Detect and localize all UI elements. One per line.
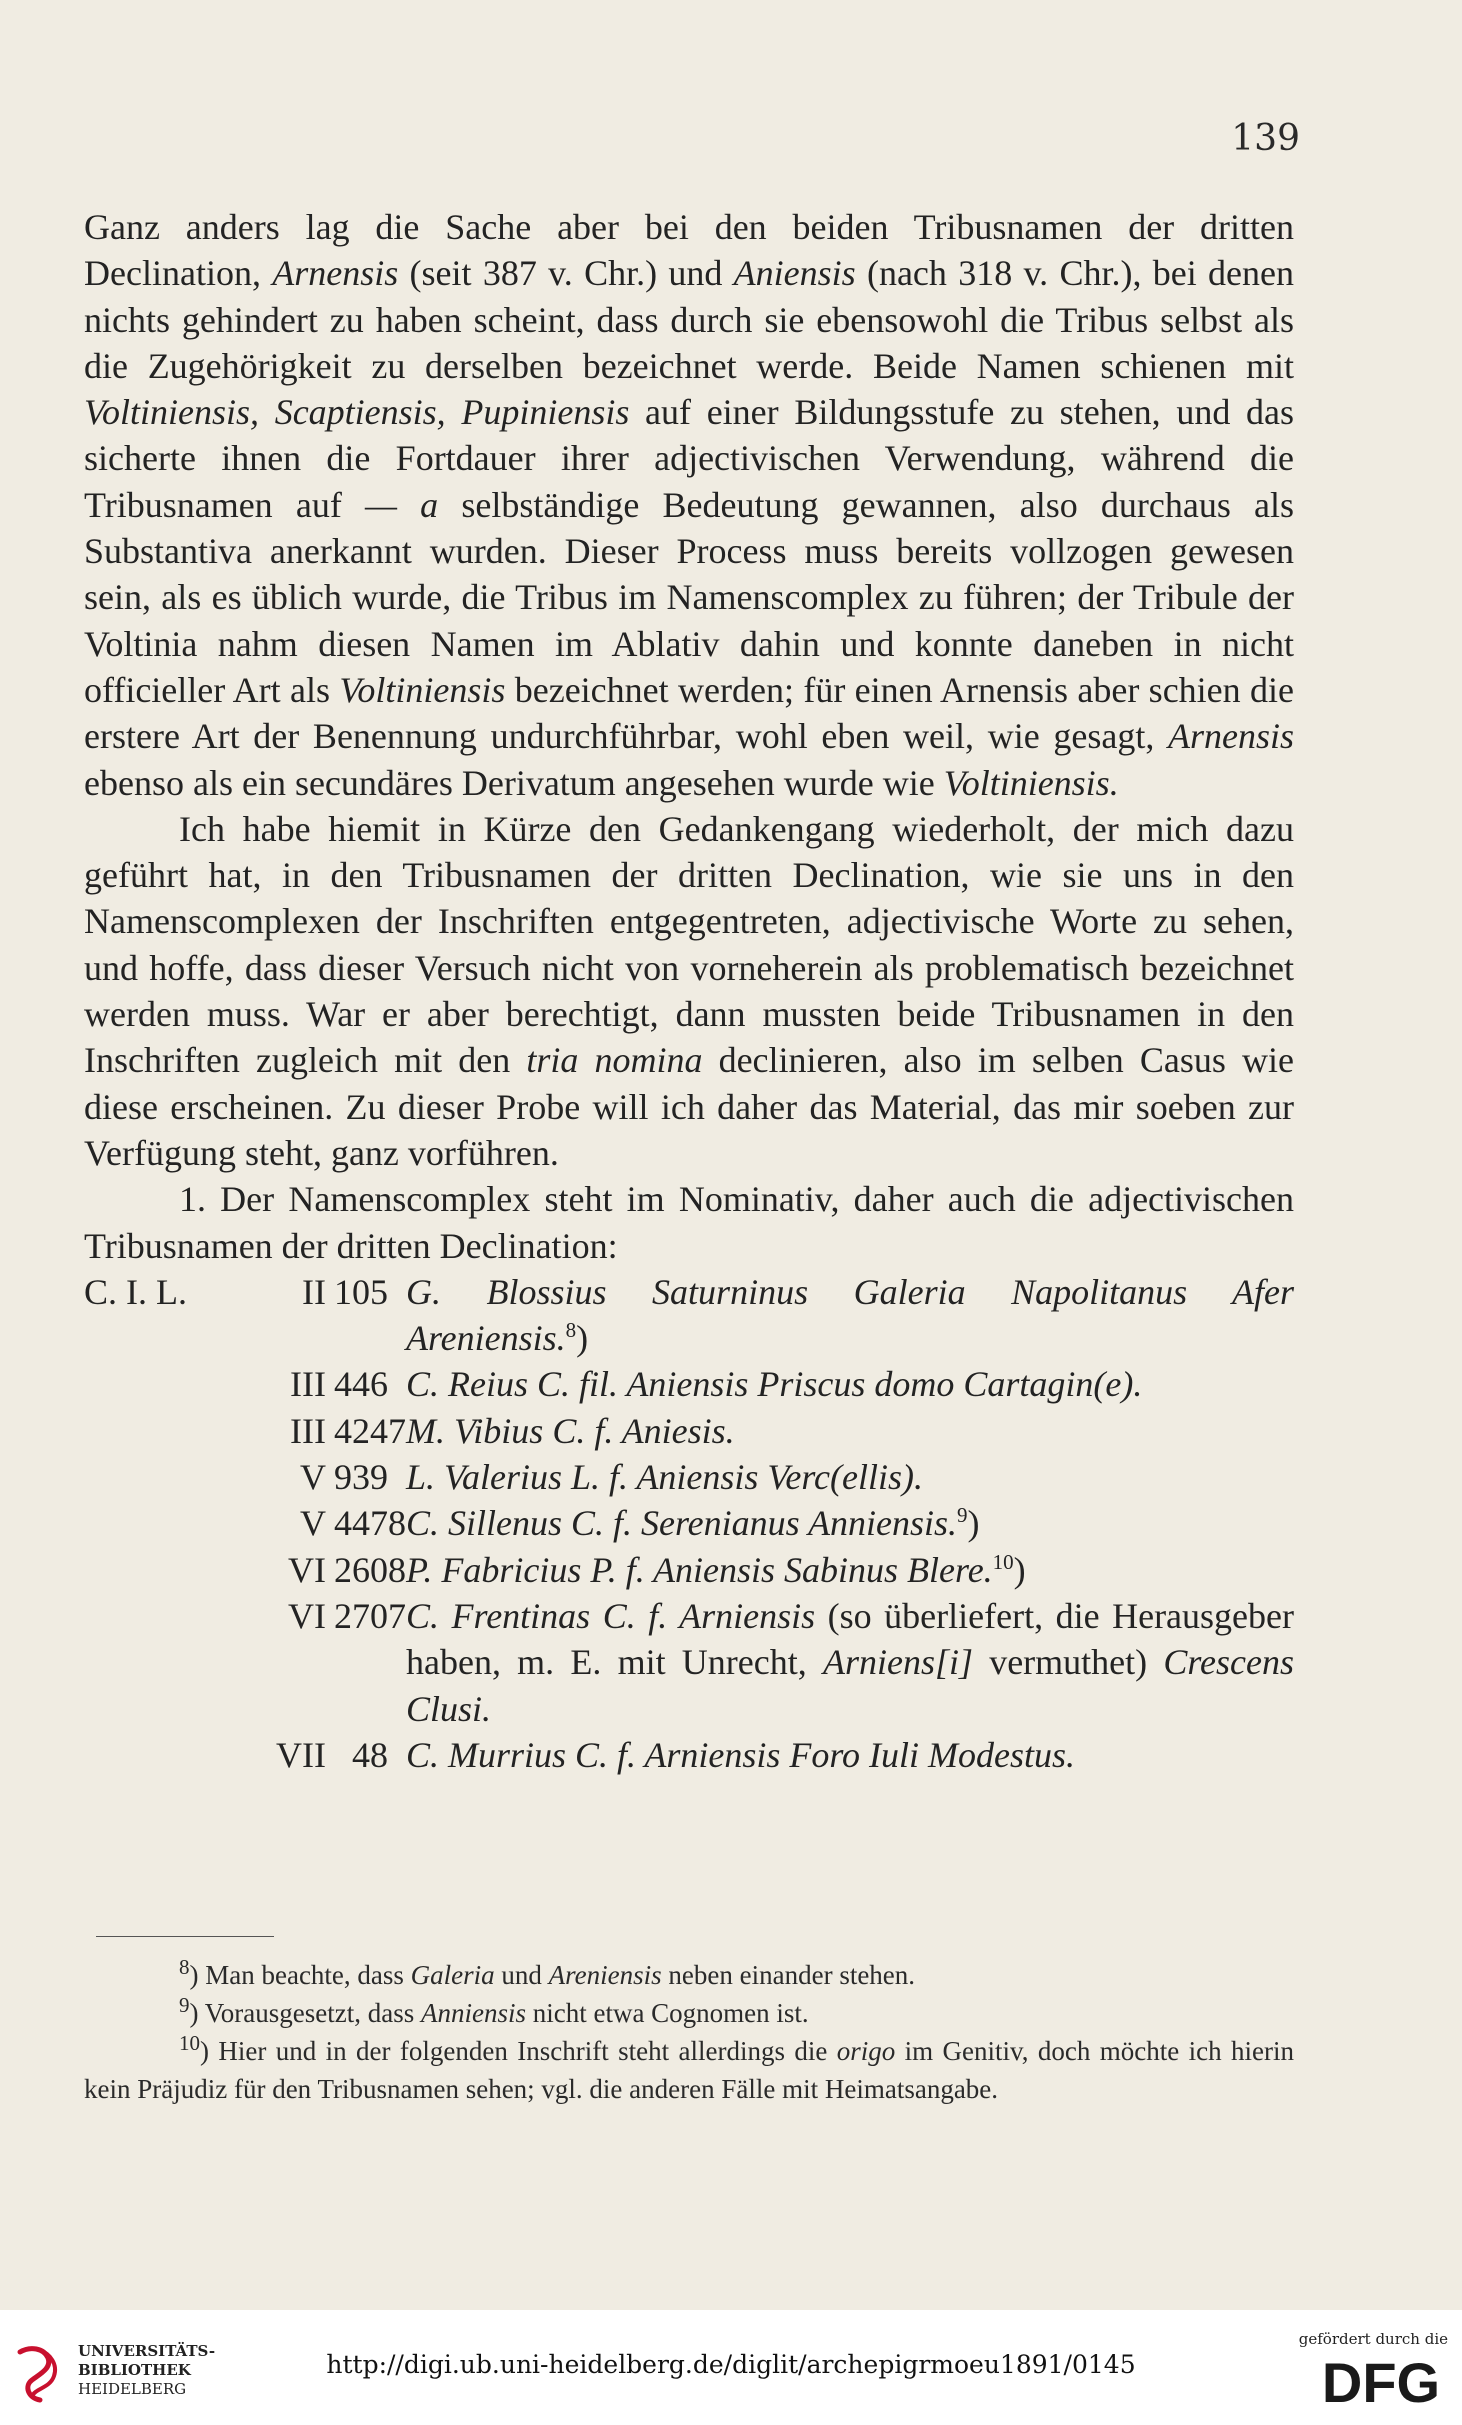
italic-text: origo xyxy=(836,2036,896,2066)
text-run: ) xyxy=(967,1503,980,1544)
text-run: vermuthet) xyxy=(972,1642,1164,1683)
italic-text: C. Frentinas C. f. Arniensis xyxy=(406,1595,816,1636)
text-run: (seit 387 v. Chr.) und xyxy=(398,253,734,294)
text-run: (so überliefert, die Herausgeber haben, m. E. mit Unrecht, xyxy=(406,1595,1294,1683)
inscription-row xyxy=(84,1500,1294,1546)
footnote-marker: 9 xyxy=(179,1993,190,2017)
footnote-marker: 8 xyxy=(179,1955,190,1979)
inscription-corpus: C. I. L. xyxy=(84,1271,187,1312)
text-run: im Genitiv, doch möchte ich hierin kein Präjudiz für den Tribusnamen sehen; vgl. die anderen Fälle mit Heimatsangabe. xyxy=(84,2036,1294,2104)
inscription-row xyxy=(84,1593,1294,1732)
footnote-rule xyxy=(96,1936,274,1937)
inscription-volume: III xyxy=(290,1410,326,1451)
italic-text: Arnensis xyxy=(1168,716,1294,757)
page-number: 139 xyxy=(1231,118,1300,159)
footnote-marker: 9 xyxy=(957,1503,968,1528)
italic-text: L. Valerius L. f. Aniensis Verc(ellis). xyxy=(406,1457,923,1498)
inscription-row xyxy=(84,1454,1294,1500)
text-run: und xyxy=(494,1960,549,1990)
inscription-text xyxy=(406,1361,1294,1407)
footnote-marker: 10 xyxy=(992,1549,1014,1574)
italic-text: Voltiniensis xyxy=(339,669,506,710)
text-run: auf einer Bildungsstufe zu stehen, und das sicherte ihnen die Fortdauer ihrer adjectivischen Verwendung, während die Tribusnamen auf xyxy=(84,392,1295,525)
inscription-text xyxy=(406,1732,1294,1778)
inscription-volume: VII xyxy=(276,1734,326,1775)
text-run: bezeichnet werden; für einen Arnensis aber schien die erstere Art der Benennung undurchführbar, wohl eben weil, wie gesagt, xyxy=(84,669,1295,757)
inscription-list xyxy=(84,1269,1294,1778)
inscription-row xyxy=(84,1361,1294,1407)
inscription-number: 2707 xyxy=(334,1595,406,1636)
dfg-logo-icon xyxy=(1314,2352,1448,2408)
text-run: (nach 318 v. Chr.), bei denen nichts gehindert zu haben scheint, dass durch sie ebensowohl die Tribus selbst als die Zugehörigkeit zu derselben bezeichnet werde. Beide Namen schienen mit xyxy=(84,253,1294,386)
italic-text: M. Vibius C. f. Aniesis. xyxy=(406,1410,735,1451)
inscription-number: 48 xyxy=(352,1734,388,1775)
text-run: ebenso als ein secundäres Derivatum angesehen wurde wie xyxy=(84,762,944,803)
text-run: nicht etwa Cognomen ist. xyxy=(525,1998,809,2028)
footnote xyxy=(84,1956,1294,1994)
text-run: ) xyxy=(1013,1549,1026,1590)
italic-text: — a xyxy=(365,484,439,525)
inscription-row xyxy=(84,1408,1294,1454)
inscription-text xyxy=(406,1593,1294,1732)
inscription-volume: II xyxy=(302,1271,326,1312)
italic-text: Arnensis xyxy=(272,253,399,294)
footnotes xyxy=(84,1956,1294,2108)
inscription-number: 939 xyxy=(334,1457,388,1498)
inscription-volume: VI xyxy=(288,1595,326,1636)
italic-text: Anniensis xyxy=(420,1998,526,2028)
italic-text: Areniensis xyxy=(548,1960,662,1990)
italic-text: Voltiniensis. xyxy=(943,762,1119,803)
italic-text: Galeria xyxy=(410,1960,495,1990)
paragraph-1 xyxy=(84,204,1294,806)
library-name-line-3: HEIDELBERG xyxy=(78,2380,187,2398)
inscription-row xyxy=(84,1547,1294,1593)
footnote-marker: 10 xyxy=(179,2031,200,2055)
inscription-number: 105 xyxy=(334,1271,388,1312)
inscription-number: 4247 xyxy=(334,1410,406,1451)
body-text xyxy=(84,204,1294,1778)
text-run: Ganz anders lag die Sache aber bei den beiden Tribusnamen der dritten Declination, xyxy=(84,207,1294,294)
funded-by-label: gefördert durch die xyxy=(1298,2330,1448,2348)
footnote xyxy=(84,1994,1294,2032)
text-run: ) Vorausgesetzt, dass xyxy=(189,1998,421,2028)
paragraph-3 xyxy=(84,1176,1294,1269)
inscription-text xyxy=(406,1454,1294,1500)
inscription-volume: V xyxy=(300,1457,326,1498)
library-name-line-1: UNIVERSITÄTS- xyxy=(78,2342,216,2360)
footnote-marker: 8 xyxy=(565,1318,577,1343)
italic-text: C. Murrius C. f. Arniensis Foro Iuli Modestus. xyxy=(406,1734,1076,1775)
inscription-text xyxy=(406,1269,1294,1362)
italic-text: Voltiniensis, Scaptiensis, Pupiniensis xyxy=(84,392,630,433)
permalink-url[interactable]: http://digi.ub.uni-heidelberg.de/diglit/archepigrmoeu1891/0145 xyxy=(326,2350,1136,2379)
text-run: ) xyxy=(576,1318,589,1359)
footnote xyxy=(84,2032,1294,2108)
inscription-volume: III xyxy=(290,1364,326,1405)
text-run: Ich habe hiemit in Kürze den Gedankengang wiederholt, der mich dazu geführt hat, in den Tribusnamen der dritten Declination, wie sie uns in den Namenscomplexen der Inschriften entgegentreten, adjectivische Worte zu sehen, und hoffe, dass dieser Versuch nicht von vorneherein als problematisch bezeichnet werden muss. War er aber berechtigt, dann mussten beide Tribusnamen in den Inschriften zugleich mit den xyxy=(84,808,1294,1081)
inscription-number: 4478 xyxy=(334,1503,406,1544)
inscription-text xyxy=(406,1408,1294,1454)
library-name-line-2: BIBLIOTHEK xyxy=(78,2361,191,2379)
text-run: 1. Der Namenscomplex steht im Nominativ, daher auch die adjectivischen Tribusnamen der dritten Declination: xyxy=(84,1179,1294,1266)
italic-text: C. Reius C. fil. Aniensis Priscus domo Cartagin(e). xyxy=(406,1364,1143,1405)
text-run: selbständige Bedeutung gewannen, also durchaus als Substantiva anerkannt wurden. Dieser Process muss bereits vollzogen gewesen sein, als es üblich wurde, die Tribus im Namenscomplex zu führen; der Tribule der Voltinia nahm diesen Namen im Ablativ dahin und konnte daneben in nicht officieller Art als xyxy=(84,484,1294,710)
italic-text: Aniensis xyxy=(733,253,856,294)
text-run: ) Man beachte, dass xyxy=(189,1960,411,1990)
inscription-text xyxy=(406,1547,1294,1593)
dfg-logo-text: DFG xyxy=(1321,2352,1441,2408)
italic-text: P. Fabricius P. f. Aniensis Sabinus Blere. xyxy=(406,1549,993,1590)
text-run: declinieren, also im selben Casus wie diese erscheinen. Zu dieser Probe will ich daher das Material, das mir soeben zur Verfügung steht, ganz vorführen. xyxy=(84,1040,1295,1173)
inscription-row xyxy=(84,1269,1294,1362)
italic-text: G. Blossius Saturninus Galeria Napolitanus Afer Areniensis. xyxy=(406,1271,1294,1359)
italic-text: Arniens[i] xyxy=(822,1642,973,1683)
inscription-number: 446 xyxy=(334,1364,388,1405)
italic-text: Crescens Clusi. xyxy=(406,1642,1294,1729)
text-run: neben einander stehen. xyxy=(661,1960,916,1990)
italic-text: C. Sillenus C. f. Serenianus Anniensis. xyxy=(406,1503,958,1544)
paragraph-2 xyxy=(84,806,1294,1176)
inscription-volume: V xyxy=(300,1503,326,1544)
inscription-row xyxy=(84,1732,1294,1778)
inscription-text xyxy=(406,1500,1294,1546)
inscription-volume: VI xyxy=(288,1549,326,1590)
italic-text: tria nomina xyxy=(526,1040,703,1081)
inscription-number: 2608 xyxy=(334,1549,406,1590)
text-run: ) Hier und in der folgenden Inschrift steht allerdings die xyxy=(200,2036,837,2066)
